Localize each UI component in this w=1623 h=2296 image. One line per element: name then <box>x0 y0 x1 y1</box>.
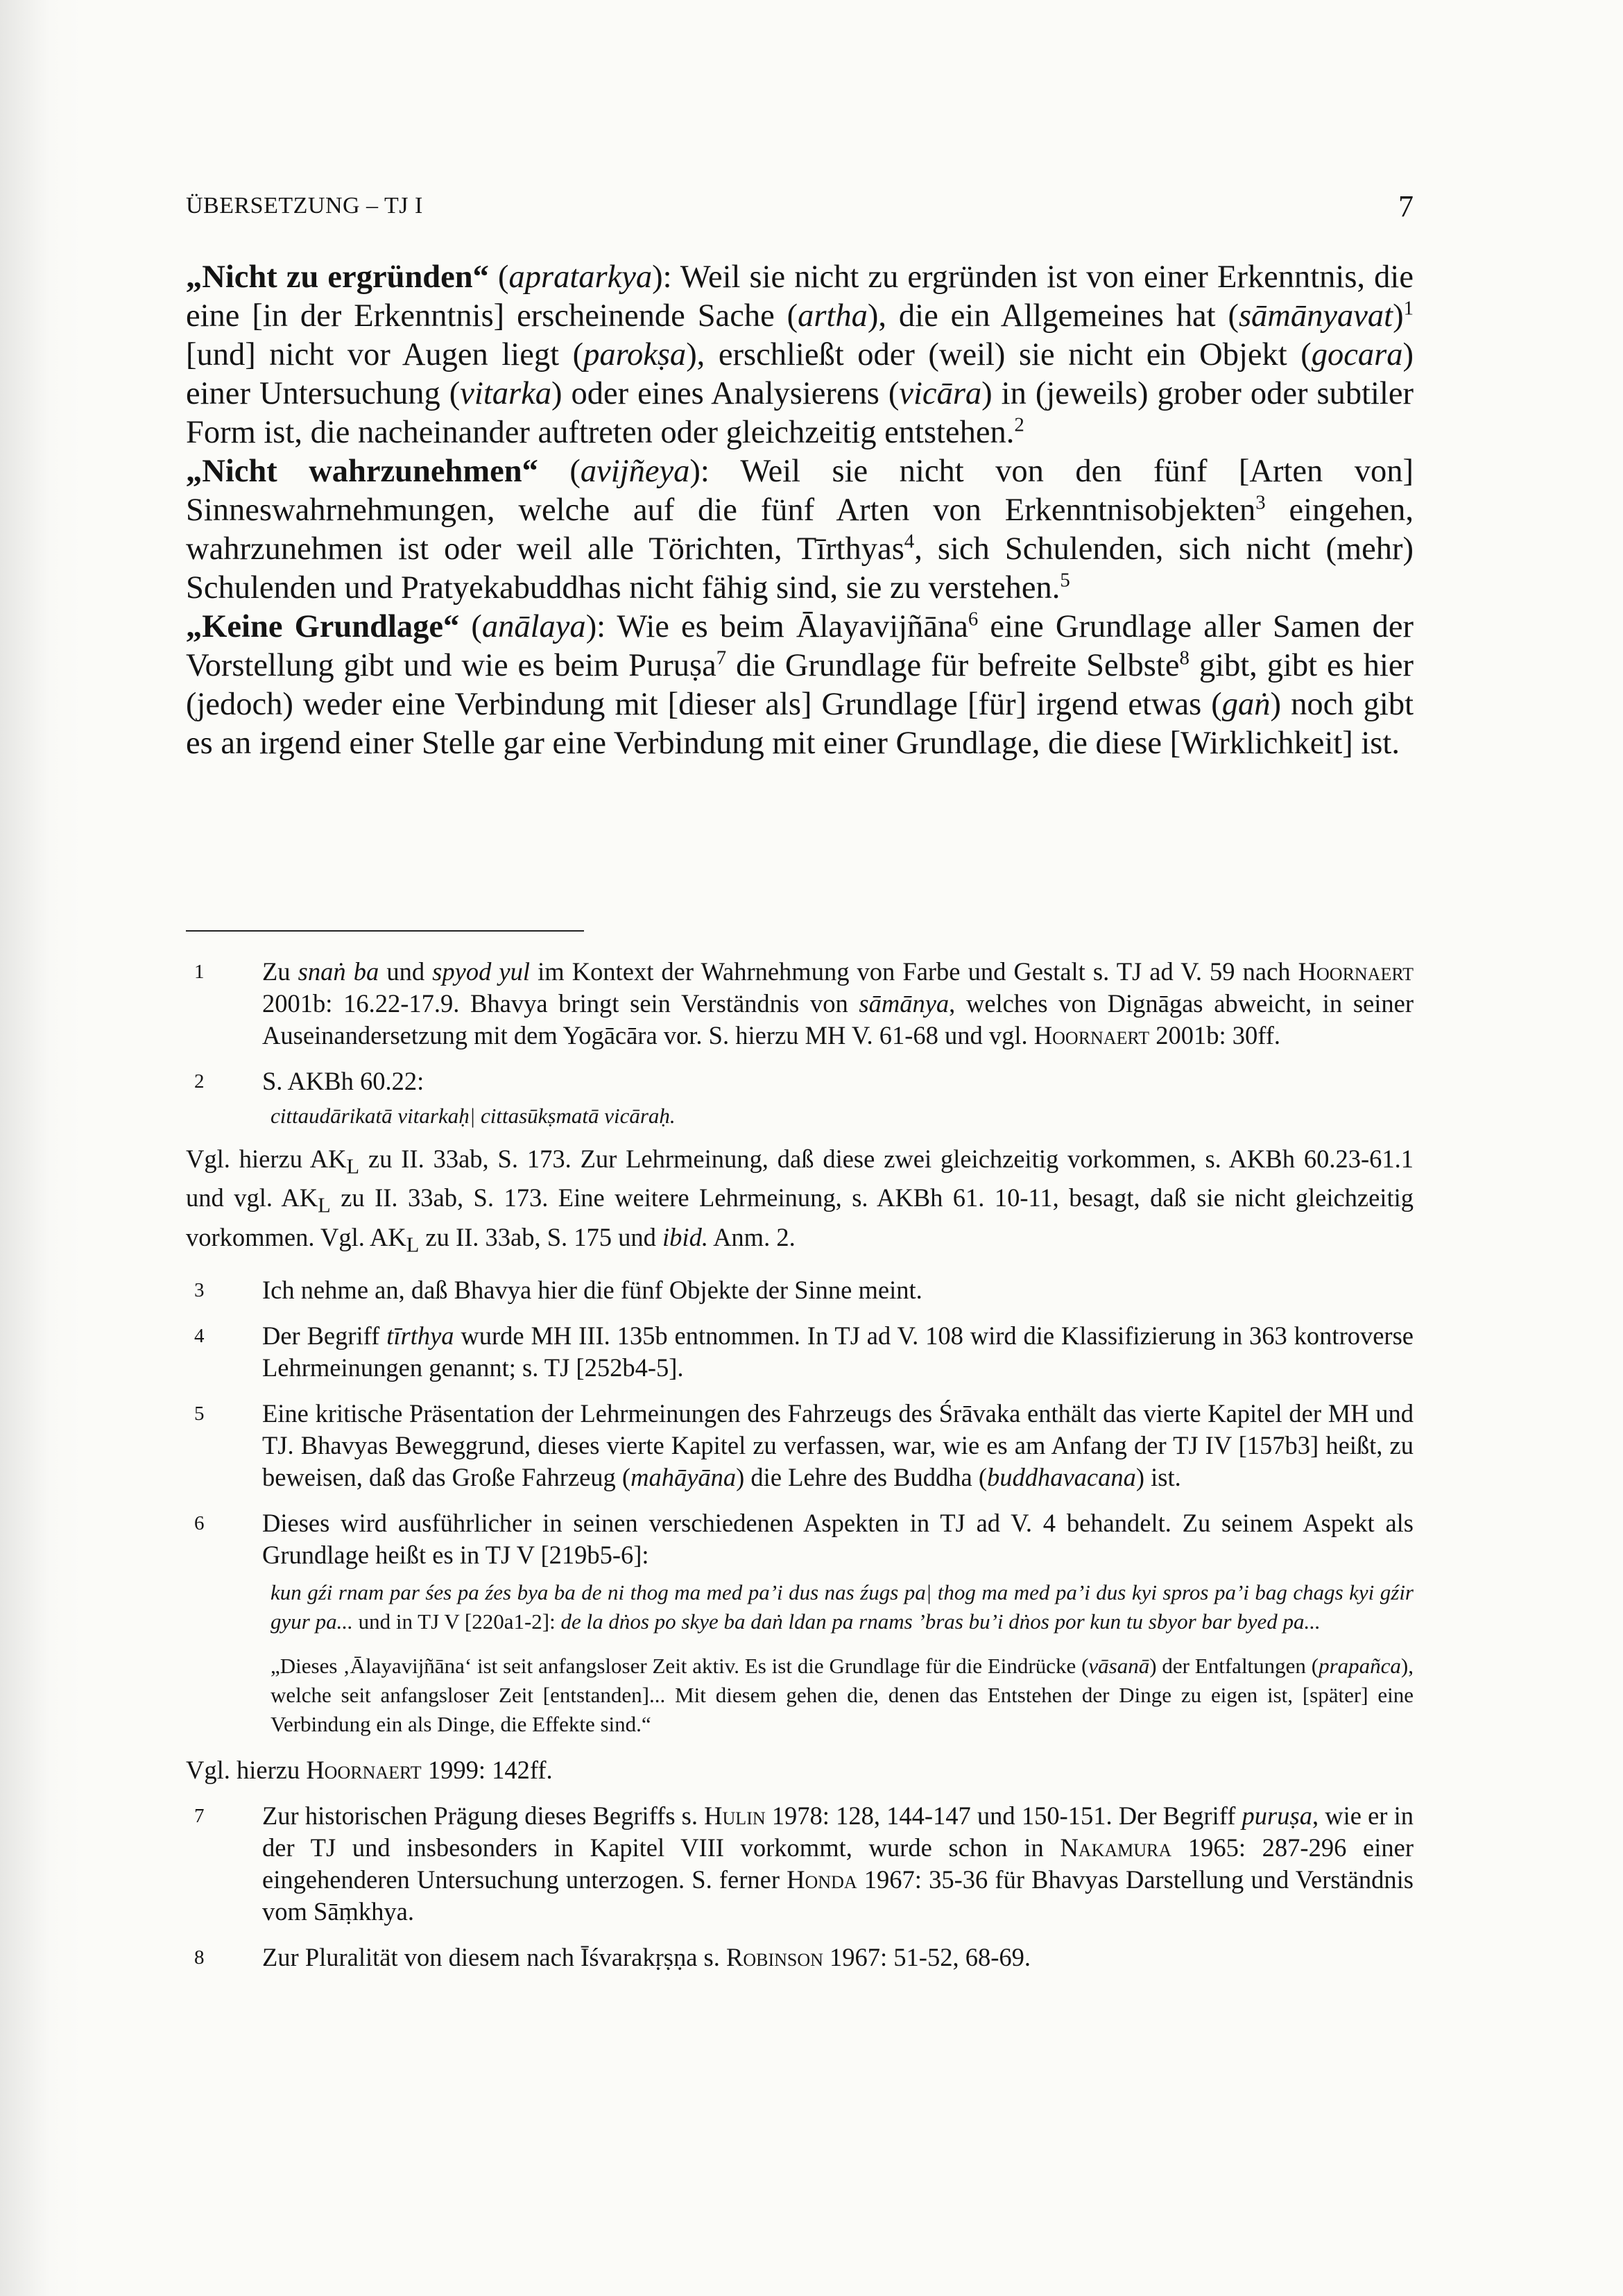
text-run: 1978: 128, 144-147 und 150-151. Der Begriff <box>765 1801 1242 1830</box>
footnote-number: 8 <box>194 1946 205 1969</box>
author-name: Robinson <box>725 1942 823 1971</box>
sanskrit-term: anālaya <box>481 609 586 644</box>
text-run: gibt, gibt es hier (jedoch) weder eine Verbindung mit [dieser als] Grundlage [für] irgend etwas ( <box>186 648 1414 722</box>
footnote-separator <box>186 930 584 932</box>
text-run: 2001b: 16.22-17.9. Bhavya bringt sein Verständnis von <box>262 989 859 1018</box>
text-run: zu II. 33ab, S. 173. Eine weitere Lehrmeinung, s. AKBh 61. 10-11, besagt, daß sie nicht gleichzeitig vorkommen. Vgl. AK <box>186 1183 1414 1251</box>
tibetan-term: spyod yul <box>432 957 531 986</box>
text-run: Zur Pluralität von diesem nach Īśvarakṛṣṇa s. <box>262 1942 726 1971</box>
author-name: Hoornaert <box>1298 957 1414 986</box>
text-run: ) noch gibt es an irgend einer Stelle gar eine Verbindung mit einer Grundlage, die diese [Wirklichkeit] ist. <box>186 687 1414 761</box>
footnote-number: 7 <box>194 1804 205 1827</box>
text-run: „Dieses ‚Ālayavijñāna‘ ist seit anfangsloser Zeit aktiv. Es ist die Grundlage für die Eindrücke ( <box>270 1653 1089 1678</box>
sanskrit-term: avijñeya <box>580 454 690 489</box>
text-run: S. AKBh 60.22: <box>262 1067 424 1095</box>
sanskrit-term: artha <box>798 298 868 334</box>
sanskrit-term: apratarkya <box>508 259 653 295</box>
subscript: L <box>318 1193 331 1217</box>
subscript: L <box>406 1232 420 1256</box>
text-run: ) in (jeweils) grober oder subtiler Form ist, die nacheinander auftreten oder gleichzeitig entstehen. <box>186 376 1414 450</box>
scan-binding-shadow <box>0 0 83 2296</box>
paragraph-avijneya: „Nicht wahrzunehmen“ (avijñeya): Weil sie nicht von den fünf [Arten von] Sinneswahrnehmungen, welche auf die fünf Arten von Erkenntnisobjekten$^3$ eingehen, wahrzunehmen ist oder weil alle Törichten, Tīrthyas$^4$, sich Schulenden, sich nicht (mehr) Schulenden und Pratyekabuddhas nicht fähig sind, sie zu verstehen.$^5$ <box>186 454 1414 606</box>
text-run: die Grundlage für befreite Selbste <box>726 648 1180 683</box>
text-run: Anm. 2. <box>707 1222 796 1251</box>
text-run: zu II. 33ab, S. 173. Zur Lehrmeinung, daß diese zwei gleichzeitig vorkommen, s. AKBh 60.23-61.1 und vgl. AK <box>186 1145 1414 1213</box>
author-name: Nakamura <box>1060 1833 1172 1862</box>
sanskrit-term: mahāyāna <box>630 1462 737 1491</box>
text-run: eingehen, wahrzunehmen ist oder weil alle Törichten, Tīrthyas <box>186 492 1414 567</box>
text-run: Der Begriff <box>262 1321 387 1350</box>
tibetan-text: kun gźi rnam par śes pa źes bya ba de ni thog ma med pa’i dus nas źugs pa| thog ma med pa’i dus kyi spros pa’i bag chags kyi gźir gyur pa... <box>270 1579 1414 1634</box>
text-run: ), erschließt oder (weil) sie nicht ein Objekt ( <box>686 337 1312 372</box>
text-run: 1965: 287-296 einer eingehenderen Untersuchung unterzogen. S. ferner <box>262 1833 1414 1894</box>
footnote-1 <box>186 956 1414 1052</box>
footnote-ref[interactable]: 6 <box>968 608 979 631</box>
footnote-2-quote <box>270 1102 1414 1131</box>
text-run: 1967: 51-52, 68-69. <box>823 1942 1031 1971</box>
text-run: ) die Lehre des Buddha ( <box>736 1462 987 1491</box>
footnote-number: 5 <box>194 1402 205 1425</box>
sanskrit-term: sāmānya <box>859 989 950 1018</box>
main-text <box>186 258 1414 763</box>
footnote-number: 4 <box>194 1324 205 1347</box>
sanskrit-term: sāmānyavat <box>1238 298 1393 334</box>
footnote-6 <box>186 1507 1414 1571</box>
text-run: 1999: 142ff. <box>421 1755 553 1784</box>
subscript: L <box>346 1154 360 1179</box>
footnote-2 <box>186 1065 1414 1097</box>
paragraph-apratarkya: „Nicht zu ergründen“ (apratarkya): Weil sie nicht zu ergründen ist von einer Erkenntnis, die eine [in der Erkenntnis] erscheinende Sache (artha), die ein Allgemeines hat (sāmānyavat)$^1$ [und] nicht vor Augen liegt (parokṣa), erschließt oder (weil) sie nicht ein Objekt (gocara) einer Untersuchung (vitarka) oder eines Analysierens (vicāra) in (jeweils) grober oder subtiler Form ist, die nacheinander auftreten oder gleichzeitig entstehen.$^2$ <box>186 259 1414 450</box>
sanskrit-quote: cittaudārikatā vitarkaḥ| cittasūkṣmatā vicāraḥ. <box>270 1104 676 1128</box>
footnote-6-quotes <box>270 1578 1414 1739</box>
footnote-number: 6 <box>194 1511 205 1534</box>
text-run: Vgl. hierzu <box>186 1755 307 1784</box>
german-translation-quote <box>270 1652 1414 1739</box>
term-heading: „Keine Grundlage“ <box>186 609 460 644</box>
sanskrit-term: vitarka <box>460 376 552 411</box>
text-run: , welches von Dignāgas abweicht, in seiner Auseinandersetzung mit dem Yogācāra vor. S. hierzu MH V. 61-68 und vgl. <box>262 989 1414 1050</box>
text-run: ): Weil sie nicht zu ergründen ist von einer Erkenntnis, die eine [in der Erkenntnis] erscheinende Sache ( <box>186 259 1414 334</box>
text-run: , wie er in der TJ und insbesonders in Kapitel VIII vorkommt, wurde schon in <box>262 1801 1414 1862</box>
footnote-ref[interactable]: 1 <box>1403 297 1414 320</box>
author-name: Hoornaert <box>1033 1021 1150 1050</box>
tibetan-term: snaṅ ba <box>298 957 379 986</box>
footnote-ref[interactable]: 3 <box>1255 491 1266 514</box>
author-name: Hoornaert <box>306 1755 422 1784</box>
sanskrit-term: gocara <box>1311 337 1403 372</box>
text-run: ), die ein Allgemeines hat ( <box>867 298 1239 334</box>
text-run: Zu <box>262 957 298 986</box>
sanskrit-term: puruṣa <box>1242 1801 1312 1830</box>
page-header <box>186 189 1414 230</box>
footnote-5 <box>186 1398 1414 1493</box>
running-head: ÜBERSETZUNG – TJ I <box>186 193 423 219</box>
footnote-4 <box>186 1320 1414 1384</box>
author-name: Hulin <box>704 1801 766 1830</box>
tibetan-text: de la dṅos po skye ba daṅ ldan pa rnams ’bras bu’i dṅos por kun tu sbyor bar byed pa... <box>560 1609 1321 1634</box>
text-run: ) oder eines Analysierens ( <box>551 376 900 411</box>
text-run: [und] nicht vor Augen liegt ( <box>186 337 584 372</box>
tibetan-quote <box>270 1578 1414 1636</box>
footnote-ref[interactable]: 5 <box>1060 569 1070 592</box>
tibetan-term: gaṅ <box>1221 687 1271 722</box>
footnote-6-continuation <box>186 1754 1414 1786</box>
author-name: Honda <box>787 1865 857 1894</box>
text-run: ): Wie es beim Ālayavijñāna <box>585 609 968 644</box>
term-heading: „Nicht wahrzunehmen“ <box>186 454 538 489</box>
footnote-ref[interactable]: 4 <box>904 530 915 553</box>
footnote-8 <box>186 1942 1414 1973</box>
text-run: und in TJ V [220a1-2]: <box>352 1609 561 1634</box>
sanskrit-term: vicāra <box>899 376 982 411</box>
text-run: , sich Schulenden, sich nicht (mehr) Schulenden und Pratyekabuddhas nicht fähig sind, sie zu verstehen. <box>186 531 1414 606</box>
text-run: Ich nehme an, daß Bhavya hier die fünf Objekte der Sinne meint. <box>262 1275 922 1304</box>
text-run: ) ist. <box>1135 1462 1181 1491</box>
sanskrit-term: vāsanā <box>1088 1653 1150 1678</box>
sanskrit-term: parokṣa <box>583 337 687 372</box>
sanskrit-term: prapañca <box>1319 1653 1401 1678</box>
text-run: 2001b: 30ff. <box>1149 1021 1281 1050</box>
paragraph-analaya: „Keine Grundlage“ (anālaya): Wie es beim Ālayavijñāna$^6$ eine Grundlage aller Samen der Vorstellung gibt und wie es beim Puruṣa$^7$ die Grundlage für befreite Selbste$^8$ gibt, gibt es hier (jedoch) weder eine Verbindung mit [dieser als] Grundlage [für] irgend etwas (gaṅ) noch gibt es an irgend einer Stelle gar eine Verbindung mit einer Grundlage, die diese [Wirklichkeit] ist. <box>186 608 1414 761</box>
footnote-number: 2 <box>194 1070 205 1093</box>
text-run: 1967: 35-36 für Bhavyas Darstellung und Verständnis vom Sāṃkhya. <box>262 1865 1414 1926</box>
text-run: zu II. 33ab, S. 175 und <box>419 1222 663 1251</box>
text-run: Vgl. hierzu AK <box>186 1145 347 1173</box>
footnote-2-continuation <box>186 1143 1414 1260</box>
footnote-7 <box>186 1800 1414 1928</box>
footnote-3 <box>186 1274 1414 1306</box>
text-run: ) einer Untersuchung ( <box>186 337 1414 411</box>
footnote-ref[interactable]: 8 <box>1179 646 1190 669</box>
term-heading: „Nicht zu ergründen“ <box>186 259 489 295</box>
text-run: Dieses wird ausführlicher in seinen verschiedenen Aspekten in TJ ad V. 4 behandelt. Zu seinem Aspekt als Grundlage heißt es in TJ V [219b5-6]: <box>262 1508 1414 1569</box>
footnote-ref[interactable]: 2 <box>1014 413 1024 436</box>
text-run: ): Weil sie nicht von den fünf [Arten von] Sinneswahrnehmungen, welche auf die fünf Arten von Erkenntnisobjekten <box>186 454 1414 528</box>
text-run: und <box>379 957 433 986</box>
footnote-number: 1 <box>194 961 205 983</box>
text-run: Eine kritische Präsentation der Lehrmeinungen des Fahrzeugs des Śrāvaka enthält das vierte Kapitel der MH und TJ. Bhavyas Beweggrund, dieses vierte Kapitel zu verfassen, war, wie es am Anfang der TJ IV [157b3] heißt, zu beweisen, daß das Große Fahrzeug ( <box>262 1398 1414 1491</box>
text-run: Zur historischen Prägung dieses Begriffs s. <box>262 1801 705 1830</box>
sanskrit-term: tīrthya <box>386 1321 454 1350</box>
page-number: 7 <box>1398 189 1414 223</box>
text-run: ), welche seit anfangsloser Zeit [entstanden]... Mit diesem gehen die, denen das Entstehen der Dinge zu eigen ist, [später] eine Verbindung ein als Dinge, die Effekte sind.“ <box>270 1653 1414 1736</box>
text-run: ) <box>1393 298 1404 334</box>
footnotes <box>186 956 1414 1987</box>
footnote-ref[interactable]: 7 <box>716 646 727 669</box>
footnote-number: 3 <box>194 1278 205 1301</box>
sanskrit-term: buddhavacana <box>986 1462 1136 1491</box>
text-run: eine Grundlage aller Samen der Vorstellung gibt und wie es beim Puruṣa <box>186 609 1414 683</box>
latin-abbreviation: ibid. <box>662 1222 708 1251</box>
text-run: im Kontext der Wahrnehmung von Farbe und Gestalt s. TJ ad V. 59 nach <box>530 957 1298 986</box>
text-run: wurde MH III. 135b entnommen. In TJ ad V. 108 wird die Klassifizierung in 363 kontroverse Lehrmeinungen genannt; s. TJ [252b4-5]. <box>262 1321 1414 1382</box>
text-run: ) der Entfaltungen ( <box>1149 1653 1319 1678</box>
